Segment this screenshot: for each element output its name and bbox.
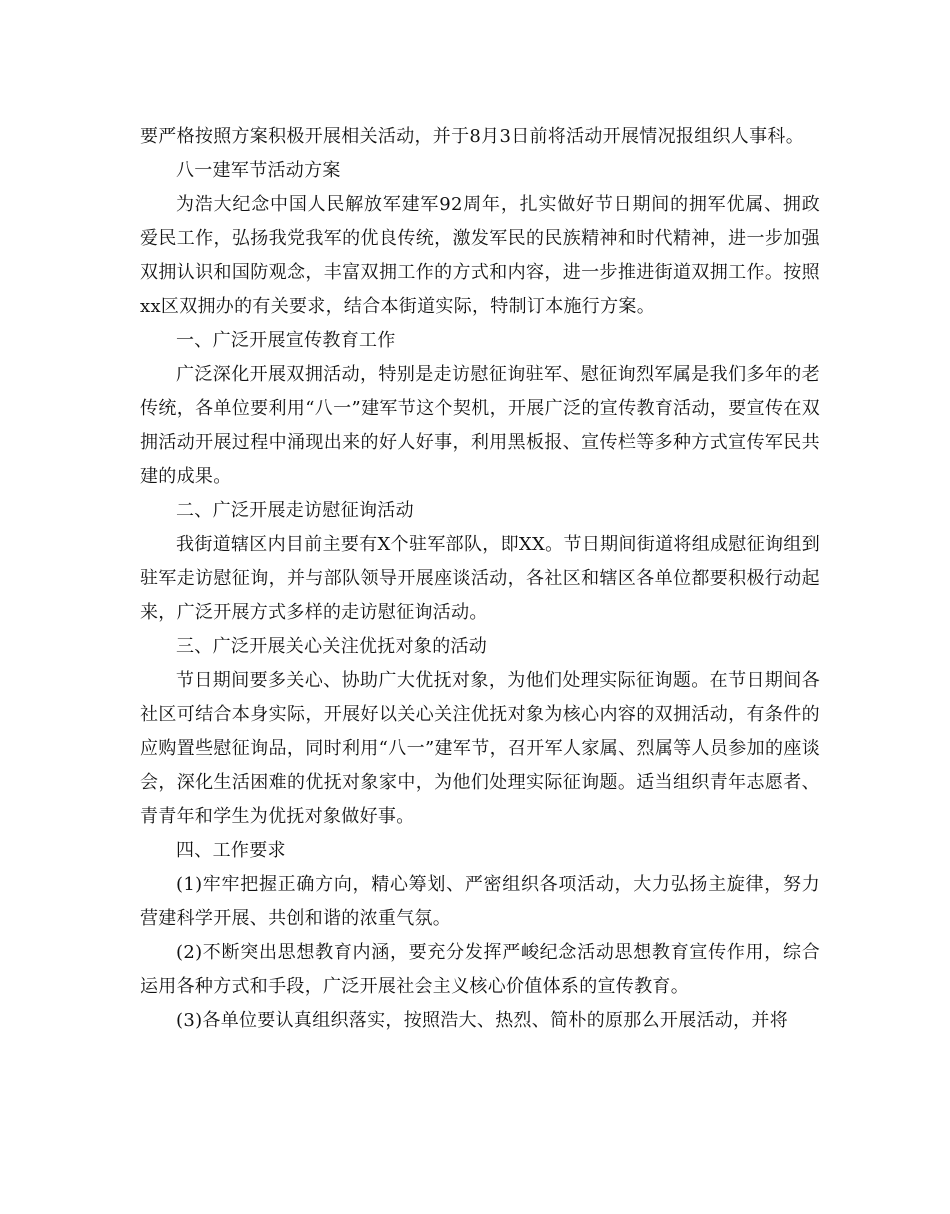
list-item: (2)不断突出思想教育内涵，要充分发挥严峻纪念活动思想教育宣传作用，综合运用各种方式和手段，广泛开展社会主义核心价值体系的宣传教育。 [140, 942, 820, 997]
paragraph: 为浩大纪念中国人民解放军建军92周年，扎实做好节日期间的拥军优属、拥政爱民工作，弘扬我党我军的优良传统，激发军民的民族精神和时代精神，进一步加强双拥认识和国防观念，丰富双拥工作的方式和内容，进一步推进街道双拥工作。按照xx区双拥办的有关要求，结合本街道实际，特制订本施行方案。 [140, 194, 820, 317]
section-title: 八一建军节活动方案 [176, 160, 341, 181]
document-body [140, 120, 820, 1038]
section-heading: 三、广泛开展关心关注优抚对象的活动 [176, 636, 488, 657]
paragraph: 节日期间要多关心、协助广大优抚对象，为他们处理实际征询题。在节日期间各社区可结合本身实际，开展好以关心关注优抚对象为核心内容的双拥活动，有条件的应购置些慰征询品，同时利用“八一”建军节，召开军人家属、烈属等人员参加的座谈会，深化生活困难的优抚对象家中，为他们处理实际征询题。适当组织青年志愿者、青青年和学生为优抚对象做好事。 [140, 670, 820, 827]
section-heading: 四、工作要求 [176, 840, 286, 861]
list-item: (3)各单位要认真组织落实，按照浩大、热烈、简朴的原那么开展活动，并将 [176, 1010, 788, 1031]
paragraph-continuation: 要严格按照方案积极开展相关活动，并于8月3日前将活动开展情况报组织人事科。 [140, 126, 805, 147]
paragraph: 广泛深化开展双拥活动，特别是走访慰征询驻军、慰征询烈军属是我们多年的老传统，各单位要利用“八一”建军节这个契机，开展广泛的宣传教育活动，要宣传在双拥活动开展过程中涌现出来的好人好事，利用黑板报、宣传栏等多种方式宣传军民共建的成果。 [140, 364, 820, 487]
list-item: (1)牢牢把握正确方向，精心筹划、严密组织各项活动，大力弘扬主旋律，努力营建科学开展、共创和谐的浓重气氛。 [140, 874, 820, 929]
paragraph: 我街道辖区内目前主要有X个驻军部队，即XX。节日期间街道将组成慰征询组到驻军走访慰征询，并与部队领导开展座谈活动，各社区和辖区各单位都要积极行动起来，广泛开展方式多样的走访慰征询活动。 [140, 534, 820, 623]
section-heading: 一、广泛开展宣传教育工作 [176, 330, 396, 351]
section-heading: 二、广泛开展走访慰征询活动 [176, 500, 414, 521]
